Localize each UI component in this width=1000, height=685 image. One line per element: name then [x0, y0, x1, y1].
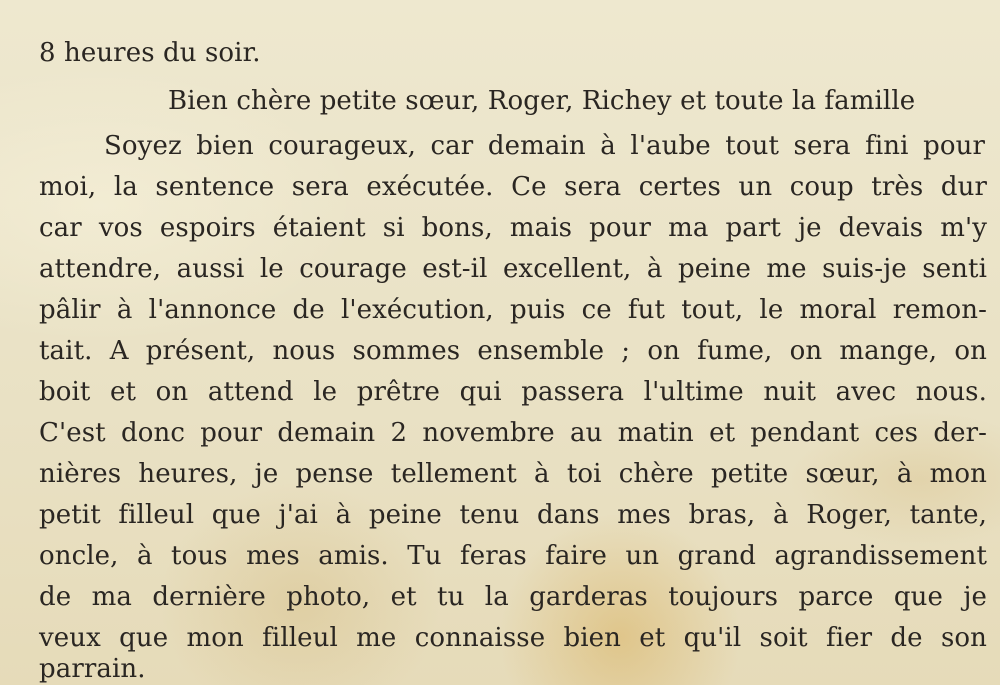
- letter-time-heading: 8 heures du soir.: [39, 38, 261, 68]
- letter-salutation: Bien chère petite sœur, Roger, Richey et toute la famille: [168, 86, 916, 116]
- letter-line-5: pâlir à l'annonce de l'exécution, puis ce fut tout, le moral remon-: [39, 295, 987, 325]
- letter-closing-word: parrain.: [39, 654, 146, 684]
- letter-line-9: nières heures, je pense tellement à toi chère petite sœur, à mon: [39, 459, 987, 489]
- letter-line-4: attendre, aussi le courage est-il excellent, à peine me suis-je senti: [39, 254, 987, 284]
- letter-line-11: oncle, à tous mes amis. Tu feras faire un grand agrandissement: [39, 541, 987, 571]
- letter-line-3: car vos espoirs étaient si bons, mais pour ma part je devais m'y: [39, 213, 987, 243]
- letter-line-7: boit et on attend le prêtre qui passera l'ultime nuit avec nous.: [39, 377, 987, 407]
- letter-line-8: C'est donc pour demain 2 novembre au matin et pendant ces der-: [39, 418, 987, 448]
- letter-line-1: Soyez bien courageux, car demain à l'aube tout sera fini pour: [104, 131, 985, 161]
- letter-line-12: de ma dernière photo, et tu la garderas toujours parce que je: [39, 582, 987, 612]
- letter-line-6: tait. A présent, nous sommes ensemble ; on fume, on mange, on: [39, 336, 987, 366]
- letter-line-13: veux que mon filleul me connaisse bien et qu'il soit fier de son: [39, 623, 987, 653]
- letter-line-2: moi, la sentence sera exécutée. Ce sera certes un coup très dur: [39, 172, 987, 202]
- letter-line-10: petit filleul que j'ai à peine tenu dans mes bras, à Roger, tante,: [39, 500, 987, 530]
